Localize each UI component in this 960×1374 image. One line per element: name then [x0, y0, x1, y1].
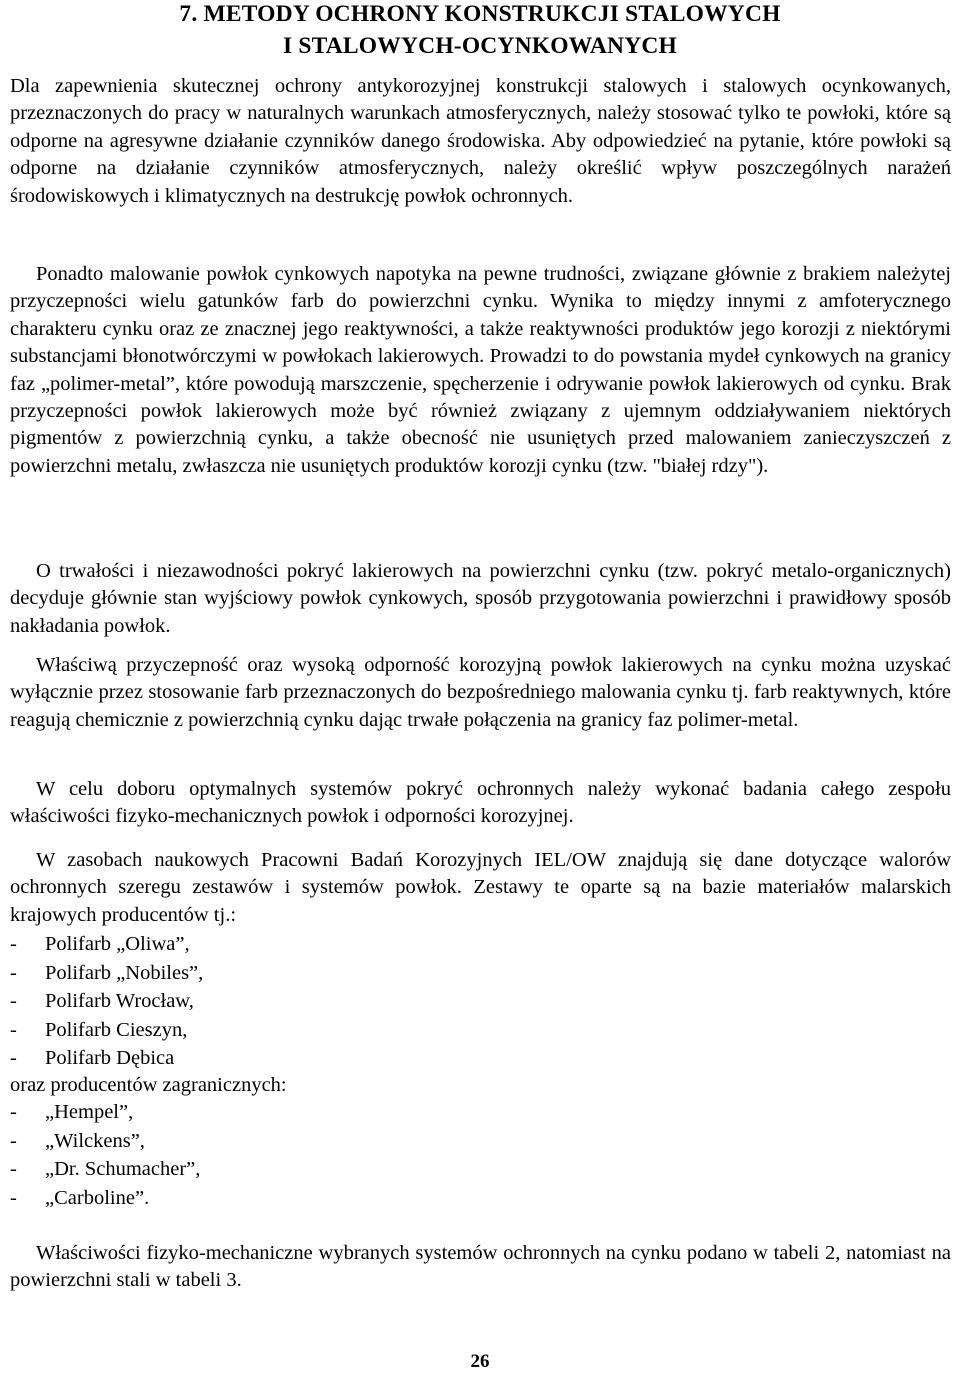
paragraph-zinc-painting-text: Ponadto malowanie powłok cynkowych napotyka na pewne trudności, związane głównie z brakiem należytej przyczepności wielu gatunków farb do powierzchni cynku. Wynika to między innymi z amfoterycznego charakteru cynku oraz ze znacznej jego reaktywności, a także reaktywności produktów jego korozji z niektórymi substancjami błonotwórczymi w powłokach lakierowych. Prowadzi to do powstania mydeł cynkowych na granicy faz „polimer-metal”, które powodują marszczenie, spęcherzenie i odrywanie powłok lakierowych od cynku. Brak przyczepności powłok lakierowych może być również związany z ujemnym oddziaływaniem niektórych pigmentów z powierzchnią cynku, a także obecność nie usuniętych przed malowaniem zanieczyszczeń z powierzchni metalu, zwłaszcza nie usuniętych produktów korozji cynku (tzw. "białej rdzy").	[10, 263, 951, 477]
list-dash: -	[10, 961, 17, 984]
producer-name: „Hempel”,	[45, 1101, 134, 1123]
foreign-producers-intro: oraz producentów zagranicznych:	[10, 1074, 287, 1096]
paragraph-zinc-painting	[10, 261, 951, 480]
paragraph-adhesion	[10, 652, 951, 734]
paragraph-testing-text: W celu doboru optymalnych systemów pokryć ochronnych należy wykonać badania całego zespołu właściwości fizyko-mechanicznych powłok i odporności korozyjnej.	[10, 778, 951, 828]
producer-name: Polifarb Dębica	[45, 1047, 175, 1070]
list-dash: -	[10, 1018, 17, 1041]
paragraph-closing	[10, 1240, 951, 1295]
list-item	[10, 959, 610, 988]
producer-name: Polifarb „Nobiles”,	[45, 961, 204, 984]
list-item	[10, 1127, 610, 1156]
producer-name: Polifarb Cieszyn,	[45, 1018, 188, 1041]
chapter-title-line-1: 7. METODY OCHRONY KONSTRUKCJI STALOWYCH	[179, 1, 781, 27]
producer-name: Polifarb Wrocław,	[45, 990, 194, 1013]
page-number: 26	[470, 1351, 490, 1372]
chapter-title-line-2: I STALOWYCH-OCYNKOWANYCH	[282, 33, 678, 59]
list-dash: -	[10, 1129, 17, 1152]
list-dash: -	[10, 933, 17, 955]
foreign-producers-list	[10, 1098, 610, 1212]
paragraph-adhesion-text: Właściwą przyczepność oraz wysoką odporność korozyjną powłok lakierowych na cynku można uzyskać wyłącznie przez stosowanie farb przeznaczonych do bezpośredniego malowania cynku tj. farb reaktywnych, które reagują chemicznie z powierzchnią cynku dając trwałe połączenia na granicy faz polimer-metal.	[10, 654, 951, 731]
paragraph-durability	[10, 558, 951, 640]
list-item	[10, 1016, 610, 1045]
list-item	[10, 1184, 610, 1213]
paragraph-intro	[10, 73, 951, 210]
producer-name: „Wilckens”,	[45, 1129, 145, 1152]
list-dash: -	[10, 1186, 17, 1209]
paragraph-intro-text: Dla zapewnienia skutecznej ochrony antykorozyjnej konstrukcji stalowych i stalowych ocynkowanych, przeznaczonych do pracy w naturalnych warunkach atmosferycznych, należy stosować tylko te powłoki, które są odporne na agresywne działanie czynników danego środowiska. Aby odpowiedzieć na pytanie, które powłoki są odporne na działanie czynników atmosferycznych, należy określić wpływ poszczególnych narażeń środowiskowych i klimatycznych na destrukcję powłok ochronnych.	[10, 75, 951, 207]
paragraph-resources-text: W zasobach naukowych Pracowni Badań Korozyjnych IEL/OW znajdują się dane dotyczące walorów ochronnych szeregu zestawów i systemów powłok. Zestawy te oparte są na bazie materiałów malarskich krajowych producentów tj.:	[10, 849, 951, 926]
paragraph-durability-text: O trwałości i niezawodności pokryć lakierowych na powierzchni cynku (tzw. pokryć metalo-organicznych) decyduje głównie stan wyjściowy powłok cynkowych, sposób przygotowania powierzchni i prawidłowy sposób nakładania powłok.	[10, 560, 951, 637]
list-dash: -	[10, 1047, 17, 1070]
list-item	[10, 930, 610, 959]
paragraph-testing	[10, 776, 951, 831]
list-item	[10, 1098, 610, 1127]
producer-name: „Dr. Schumacher”,	[45, 1158, 201, 1181]
list-dash: -	[10, 1101, 17, 1123]
list-item	[10, 987, 610, 1016]
producer-name: Polifarb „Oliwa”,	[45, 933, 190, 955]
list-item	[10, 1155, 610, 1184]
paragraph-closing-text: Właściwości fizyko-mechaniczne wybranych systemów ochronnych na cynku podano w tabeli 2, natomiast na powierzchni stali w tabeli 3.	[10, 1242, 951, 1292]
paragraph-resources	[10, 847, 951, 929]
list-item	[10, 1044, 610, 1073]
domestic-producers-list	[10, 930, 610, 1073]
list-dash: -	[10, 990, 17, 1013]
producer-name: „Carboline”.	[45, 1186, 150, 1209]
list-dash: -	[10, 1158, 17, 1181]
